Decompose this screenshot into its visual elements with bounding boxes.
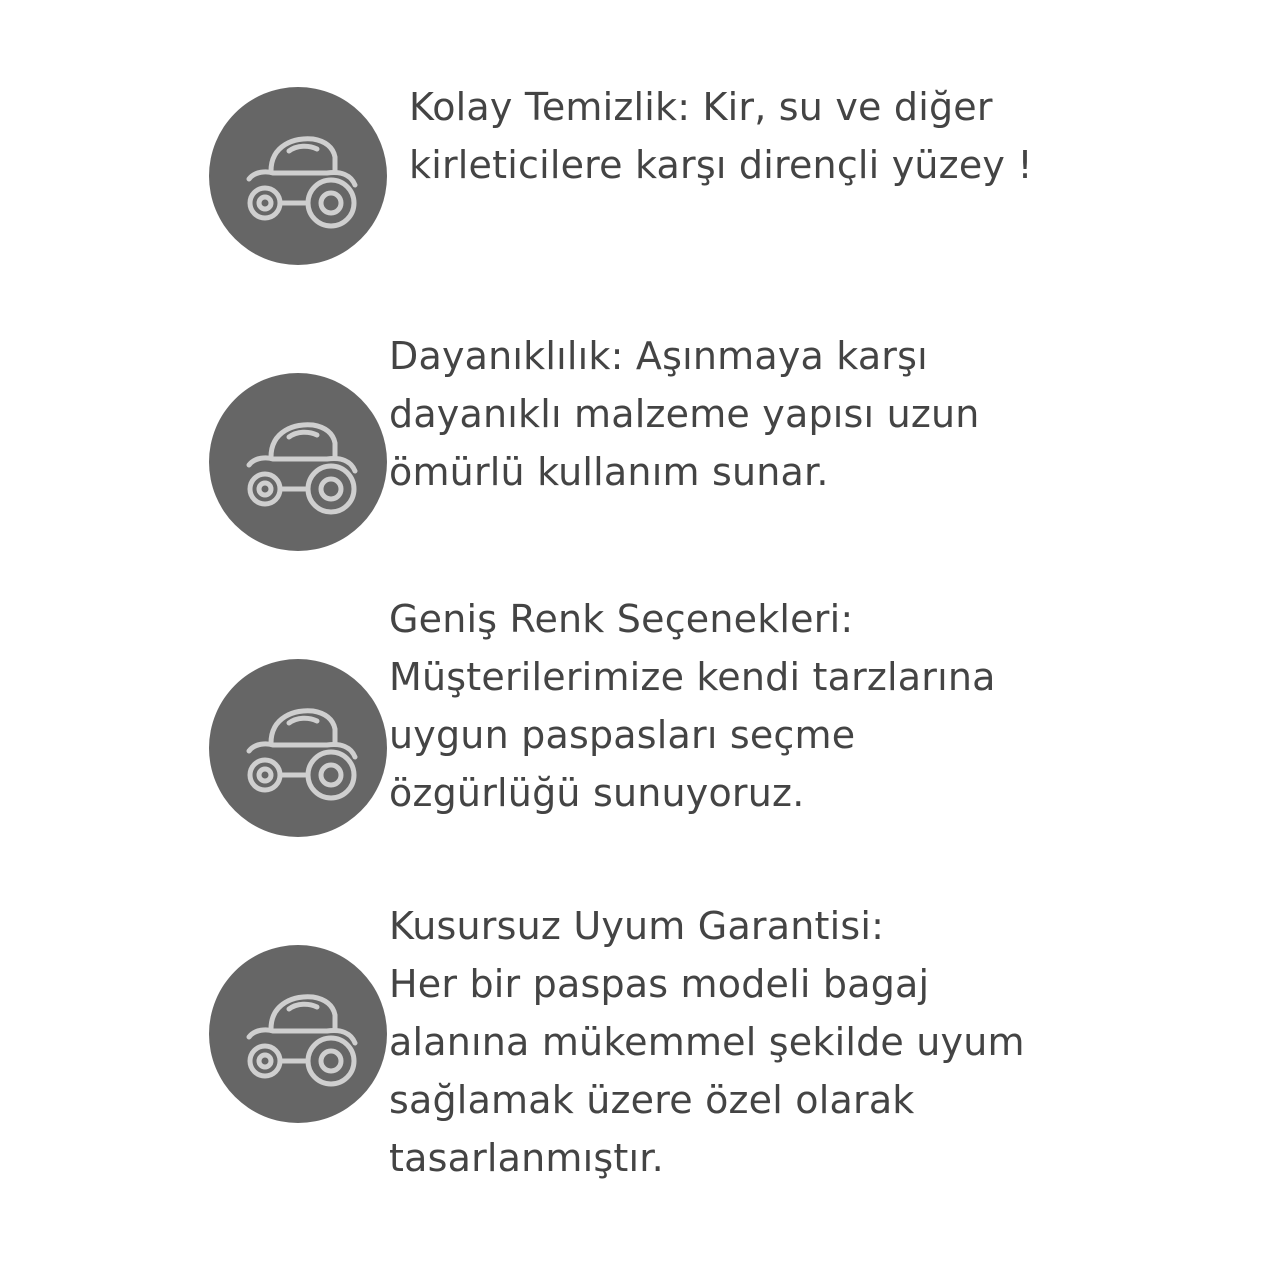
feature-line: Geniş Renk Seçenekleri: bbox=[389, 597, 854, 641]
car-mat-icon bbox=[209, 373, 387, 551]
feature-badge bbox=[209, 373, 387, 551]
feature-text bbox=[389, 897, 1025, 1187]
feature-line: özgürlüğü sunuyoruz. bbox=[389, 771, 805, 815]
feature-line: dayanıklı malzeme yapısı uzun bbox=[389, 392, 980, 436]
feature-line: Müşterilerimize kendi tarzlarına bbox=[389, 655, 996, 699]
feature-line: kirleticilere karşı dirençli yüzey ! bbox=[409, 143, 1033, 187]
feature-text bbox=[409, 78, 1033, 194]
feature-text bbox=[389, 590, 996, 822]
feature-line: alanına mükemmel şekilde uyum bbox=[389, 1020, 1025, 1064]
feature-line: ömürlü kullanım sunar. bbox=[389, 450, 829, 494]
feature-line: uygun paspasları seçme bbox=[389, 713, 856, 757]
feature-badge bbox=[209, 945, 387, 1123]
feature-badge bbox=[209, 659, 387, 837]
car-mat-icon bbox=[209, 659, 387, 837]
feature-text bbox=[389, 327, 980, 501]
feature-line: tasarlanmıştır. bbox=[389, 1136, 664, 1180]
feature-line: Her bir paspas modeli bagaj bbox=[389, 962, 930, 1006]
feature-line: Dayanıklılık: Aşınmaya karşı bbox=[389, 334, 928, 378]
feature-line: Kusursuz Uyum Garantisi: bbox=[389, 904, 885, 948]
feature-badge bbox=[209, 87, 387, 265]
car-mat-icon bbox=[209, 87, 387, 265]
feature-line: sağlamak üzere özel olarak bbox=[389, 1078, 915, 1122]
feature-line: Kolay Temizlik: Kir, su ve diğer bbox=[409, 85, 993, 129]
car-mat-icon bbox=[209, 945, 387, 1123]
